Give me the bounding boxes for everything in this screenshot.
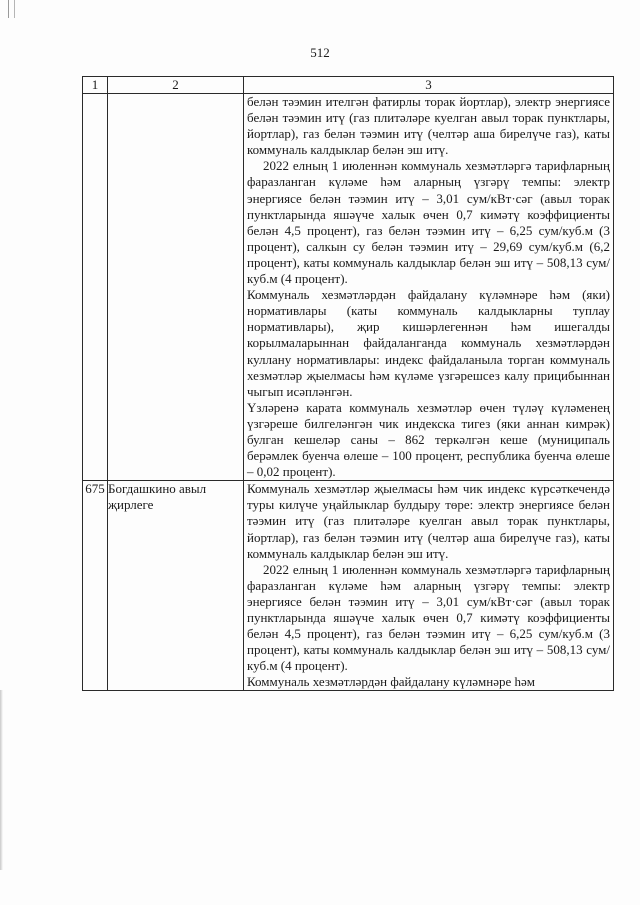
table-header-row: [83, 77, 614, 94]
description-paragraph: Коммуналь хезмәтләрдән файдалану күләмнәре һәм (яки) нормативлары (каты коммуналь калдыкларны туплау нормативлары), җир кишәрлегеннән һәм ишегалды корылмаларыннан файдаланганда коммуналь хезмәтләрдән куллану нормативлары: индекс файдаланыла торган коммуналь хезмәтләр җыелмасы һәм күләме үзгәрешсез калу прицибыннан чыгып исәпләнгән.: [247, 287, 610, 399]
row-number: [83, 94, 108, 481]
description-paragraph: Коммуналь хезмәтләрдән файдалану күләмнәре һәм: [247, 674, 535, 690]
scan-artifact-mark: [8, 0, 15, 18]
settlement-name: [108, 94, 244, 481]
row-number: 675: [83, 481, 108, 691]
table-row: [83, 481, 614, 691]
settlement-name: Богдашкино авыл җирлеге: [108, 481, 244, 691]
description-paragraph: Коммуналь хезмәтләр җыелмасы һәм чик индекс күрсәткечендә туры килүче уңайлыклар булдыру төре: электр энергиясе белән тәэмин итү (газ плитәләре куелган авыл торак пунктлары, йортлар), газ белән тәэмин итү (челтәр аша бирелүче газ), каты коммуналь калдыклар белән эш итү.: [247, 481, 610, 561]
description-paragraph: 2022 елның 1 июленнән коммуналь хезмәтләргә тарифларның фаразланган күләме һәм аларның үзгәрү темпы: электр энергиясе белән тәэмин итү – 3,01 сум/кВт·сәг (авыл торак пунктларында яшәүче халык өчен 0,7 кимәтү коэффициенты белән 4,5 процент), газ белән тәэмин итү – 6,25 сум/куб.м (3 процент), каты коммуналь калдыклар белән эш итү – 508,13 сум/куб.м (4 процент).: [247, 561, 610, 674]
document-table: [82, 76, 614, 691]
table-row: [83, 94, 614, 481]
description-paragraph: 2022 елның 1 июленнән коммуналь хезмәтләргә тарифларның фаразланган күләме һәм аларның үзгәрү темпы: электр энергиясе белән тәэмин итү – 3,01 сум/кВт·сәг (авыл торак пунктларында яшәүче халык өчен 0,7 кимәтү коэффициенты белән 4,5 процент), газ белән тәэмин итү – 6,25 сум/куб.м (3 процент), салкын су белән тәэмин итү – 29,69 сум/куб.м (6,2 процент), каты коммуналь калдыклар белән эш итү – 508,13 сум/куб.м (4 процент).: [247, 158, 610, 287]
column-header-2: 2: [108, 77, 244, 94]
column-header-3: 3: [244, 77, 614, 94]
page-number: 512: [310, 45, 330, 60]
description-paragraph: белән тәэмин ителгән фатирлы торак йортлар), электр энергиясе белән тәэмин итү (газ плитәләре куелган авыл торак пунктлары, йортлар), газ белән тәэмин итү (челтәр аша бирелүче газ), каты коммуналь калдыклар белән эш итү.: [247, 94, 610, 158]
description-paragraph: Үзләренә карата коммуналь хезмәтләр өчен түләү күләменең үзгәреше билгеләнгән чик индекска тигез (яки аннан кимрәк) булган кешеләр саны – 862 теркәлгән кеше (муниципаль берәмлек буенча өлеше – 100 процент, республика буенча өлеше – 0,02 процент).: [247, 399, 610, 480]
scan-edge-shadow: [0, 690, 3, 870]
row-description: [244, 94, 614, 481]
row-description: [244, 481, 614, 691]
column-header-1: 1: [83, 77, 108, 94]
